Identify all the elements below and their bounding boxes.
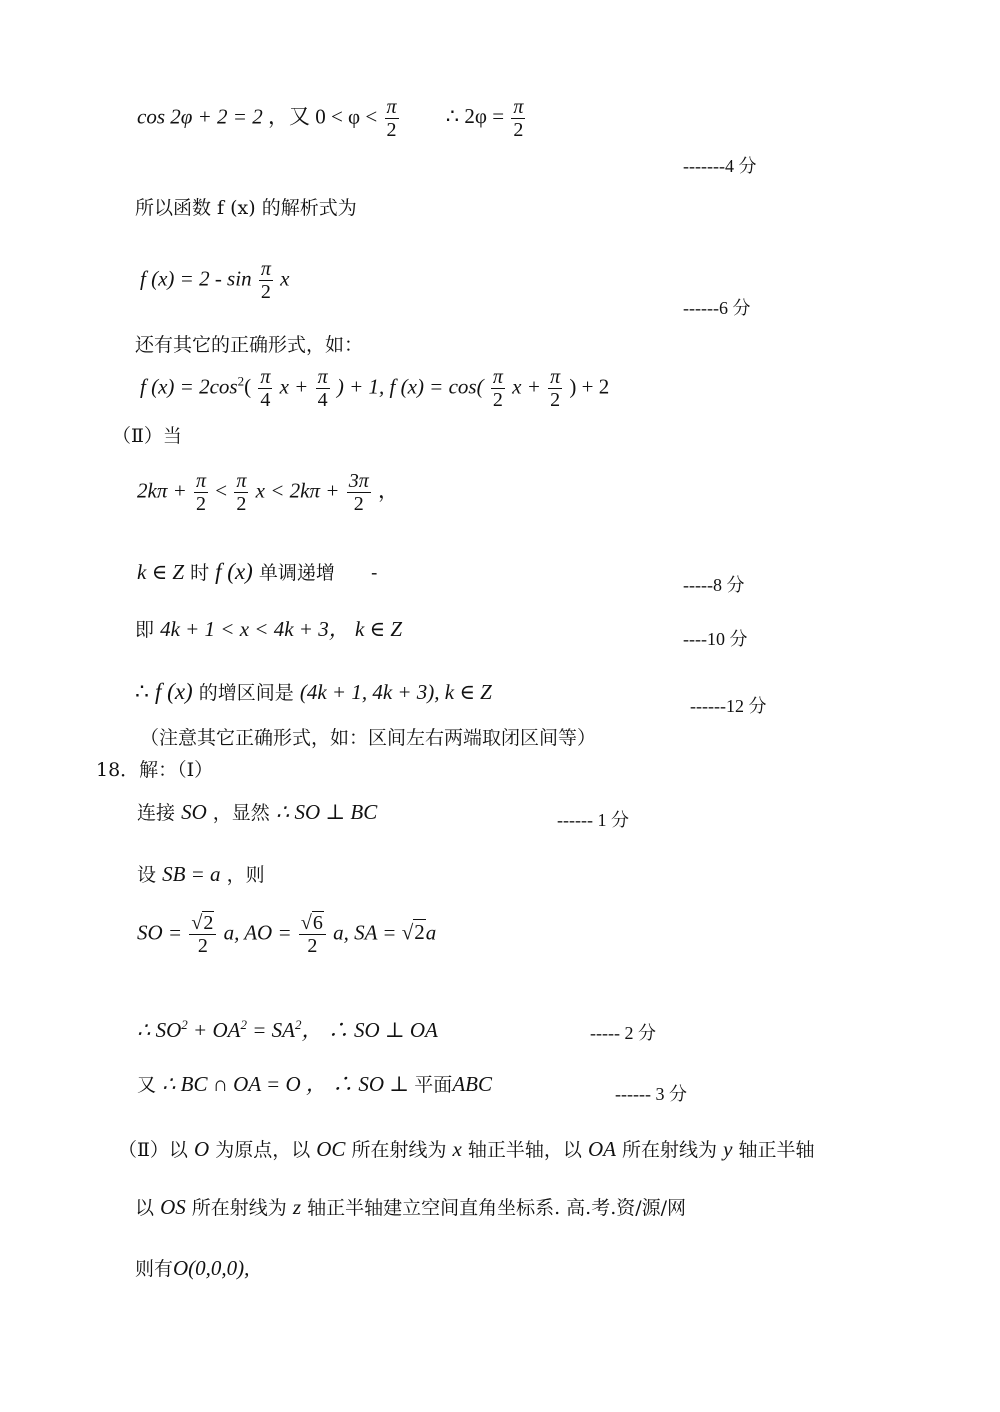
- ineq-p3: x < 2kπ +: [255, 478, 340, 503]
- score-10: ----10 分: [683, 629, 748, 649]
- q18-line3: [137, 912, 436, 957]
- q18-line4: ∴ $SO^2 + OA^2 = SA^2$， ∴ SO ⊥ OA: [137, 1017, 438, 1042]
- eq-alt-sq: 2: [237, 373, 245, 389]
- therefore-symbol: ∴: [135, 680, 149, 705]
- frac-pi-over-2c: $\frac{\pi}{2}$: [260, 258, 271, 303]
- a-var: a: [425, 920, 437, 945]
- so-perp-bc: ∴ SO ⊥ BC: [275, 800, 378, 824]
- eq-alt-p1: f (x) = 2cos: [140, 374, 238, 399]
- score-4: -------4 分: [683, 156, 757, 176]
- q18-part2-line1: （Ⅱ）以 O 为原点，以 OC 所在射线为 x 轴正半轴，以 OA 所在射线为 y 轴正半轴: [118, 1137, 815, 1161]
- ineq-comma: ，: [377, 478, 399, 503]
- eq-f-x: x: [280, 266, 290, 291]
- score-3: ------ 3 分: [615, 1084, 687, 1104]
- ji-ineq: 4k + 1 < x < 4k + 3， k ∈ Z: [160, 617, 403, 641]
- fx-label: f (x): [215, 559, 253, 584]
- sqrt2: √2: [401, 920, 425, 945]
- plane-text: 平面: [414, 1074, 453, 1096]
- eq-alt-p2: (: [244, 374, 252, 399]
- so-eq: SO =: [137, 920, 183, 945]
- ineq-p1: 2kπ +: [137, 478, 187, 503]
- eq-alt-p3: x +: [279, 374, 309, 399]
- you-text: 又: [137, 1074, 157, 1096]
- dash: -: [370, 562, 378, 584]
- interval-text: 的增区间是: [198, 682, 294, 704]
- frac-pi-over-2b: $\frac{\pi}{2}$: [513, 96, 524, 141]
- ineq-line: [137, 470, 399, 515]
- score-2: ----- 2 分: [590, 1023, 656, 1043]
- q18-line2: [137, 862, 265, 887]
- eq-alt-p5: x +: [512, 374, 541, 399]
- frac-pi-over-2: $\frac{\pi}{2}$: [386, 96, 397, 141]
- frac-sqrt6-over-2: $\frac{√6}{2}$: [299, 912, 326, 957]
- eq-f-line: [140, 258, 289, 303]
- score-8: -----8 分: [683, 575, 745, 595]
- eq-cos-cond: ，又 0 < φ <: [267, 104, 378, 129]
- frac-pi-over-2e: $\frac{\pi}{2}$: [550, 366, 561, 411]
- frac-pi-over-4a: $\frac{\pi}{4}$: [260, 366, 271, 411]
- text-analytic: 所以函数 f (x) 的解析式为: [135, 197, 357, 219]
- frac-3pi-over-2: $\frac{3\pi}{2}$: [348, 470, 369, 515]
- q18-line1: [137, 800, 377, 825]
- so-label: SO: [181, 800, 207, 824]
- eq-cos-therefore: ∴ 2φ =: [445, 104, 505, 129]
- q18-part2-line2: 以 OS 所在射线为 z 轴正半轴建立空间直角坐标系. 高.考.资/源/网: [135, 1195, 687, 1219]
- connect-text: 连接: [137, 802, 176, 824]
- note-text: （注意其它正确形式，如：区间左右两端取闭区间等）: [140, 727, 597, 749]
- frac-pi-over-2d: $\frac{\pi}{2}$: [492, 366, 503, 411]
- ji-text: 即: [135, 619, 155, 641]
- line-increase: [137, 560, 377, 585]
- frac-pi-over-4b: $\frac{\pi}{4}$: [317, 366, 328, 411]
- frac-pi-over-2g: $\frac{\pi}{2}$: [236, 470, 247, 515]
- eq-f-lhs: f (x) = 2 - sin: [140, 266, 252, 291]
- eq-cos-lhs: cos 2φ + 2 = 2: [137, 104, 263, 129]
- frac-pi-over-2f: $\frac{\pi}{2}$: [196, 470, 207, 515]
- obviously-text: ，显然: [212, 802, 270, 824]
- score-1: ------ 1 分: [557, 810, 629, 830]
- fx-label-2: f (x): [155, 679, 193, 704]
- interval-expr: (4k + 1, 4k + 3), k ∈ Z: [299, 680, 492, 704]
- ineq-p2: <: [215, 478, 228, 503]
- line-interval: [135, 680, 492, 705]
- part2-heading: （Ⅱ）当: [112, 425, 182, 447]
- ao-eq: a, AO =: [223, 920, 292, 945]
- let-text: 设: [137, 864, 157, 886]
- k-in-z: k ∈ Z: [137, 560, 185, 584]
- eq-cos-line: [137, 96, 527, 141]
- q18-heading: 18．解：（Ⅰ）: [96, 759, 214, 781]
- frac-sqrt2-over-2: $\frac{√2}{2}$: [189, 912, 216, 957]
- score-12: ------12 分: [690, 696, 767, 716]
- text-other-forms: 还有其它的正确形式，如：: [135, 334, 364, 356]
- q18-line5: [137, 1072, 492, 1097]
- then-text: ，则: [226, 864, 265, 886]
- eq-alt-line: [140, 366, 609, 411]
- abc-label: ABC: [452, 1072, 492, 1096]
- q18-part2-line3: 则有O(0,0,0),: [135, 1256, 250, 1280]
- sa-eq: a, SA =: [333, 920, 397, 945]
- eq-alt-p4: ) + 1, f (x) = cos(: [336, 374, 484, 399]
- line-ji: [135, 617, 402, 642]
- sb-eq-a: SB = a: [162, 862, 221, 886]
- score-6: ------6 分: [683, 298, 751, 318]
- eq-alt-p6: ) + 2: [569, 374, 610, 399]
- increase-text: 单调递增: [258, 562, 335, 584]
- bc-cap-oa: ∴ BC ∩ OA = O ， ∴ SO ⊥: [162, 1072, 415, 1096]
- shi-text: 时: [190, 562, 210, 584]
